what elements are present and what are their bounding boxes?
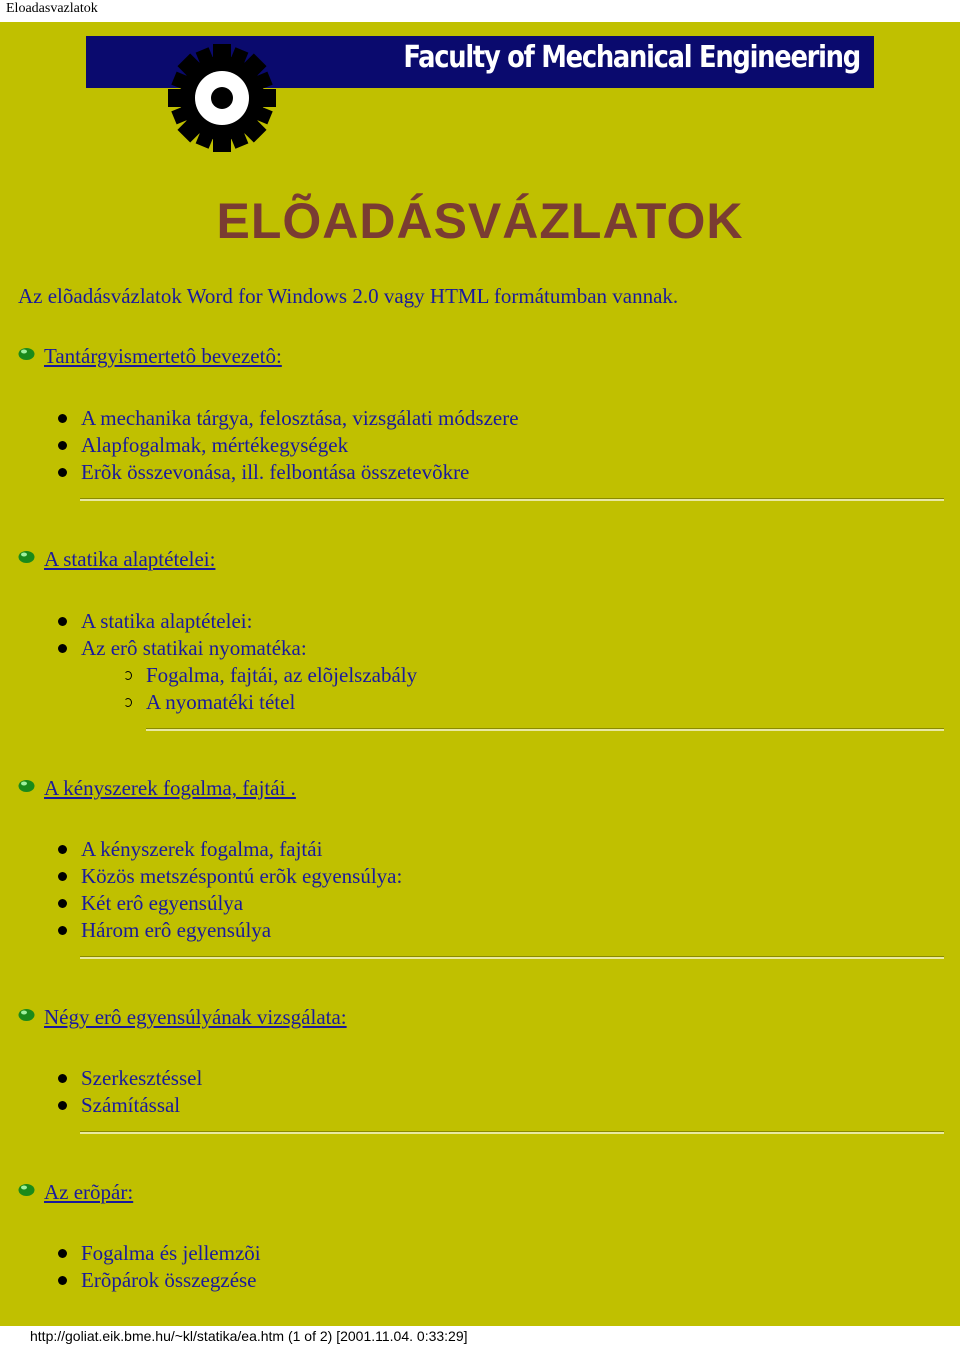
bullet-icon xyxy=(58,617,67,626)
list-item: Szerkesztéssel xyxy=(58,1066,202,1091)
window-title: Eloadasvazlatok xyxy=(6,1,98,16)
bullet-icon xyxy=(58,872,67,881)
print-footer xyxy=(0,1326,960,1345)
divider xyxy=(80,1131,944,1134)
list-item: A kényszerek fogalma, fajtái xyxy=(58,837,322,862)
gear-logo-icon xyxy=(166,42,278,154)
list-item: Két erô egyensúlya xyxy=(58,891,243,916)
page-title: ELÕADÁSVÁZLATOK xyxy=(216,193,744,249)
section-link-eropar[interactable]: Az erõpár: xyxy=(44,1180,134,1204)
bullet-icon xyxy=(58,926,67,935)
intro-text: Az elõadásvázlatok Word for Windows 2.0 vagy HTML formátumban vannak. xyxy=(18,284,679,308)
page-body xyxy=(0,22,960,1326)
circle-bullet-icon xyxy=(124,671,132,680)
list-item: Közös metszéspontú erõk egyensúlya: xyxy=(58,864,402,889)
list-item: Számítással xyxy=(58,1093,180,1118)
list-item: A statika alaptételei: xyxy=(58,609,252,634)
list-item: Három erô egyensúlya xyxy=(58,918,271,943)
bullet-icon xyxy=(58,1074,67,1083)
window-title-bar xyxy=(0,0,960,23)
sub-list-item: A nyomatéki tétel xyxy=(124,690,295,715)
section-heading xyxy=(18,547,215,572)
list-item: Erõpárok összegzése xyxy=(58,1268,257,1293)
bullet-icon xyxy=(58,1249,67,1258)
list-item: Alapfogalmak, mértékegységek xyxy=(58,433,348,458)
circle-bullet-icon xyxy=(124,698,132,707)
green-ball-bullet-icon xyxy=(18,1008,35,1022)
section-heading xyxy=(18,776,296,801)
section-heading xyxy=(18,344,282,369)
banner-text: Faculty of Mechanical Engineering xyxy=(403,40,860,75)
bullet-icon xyxy=(58,845,67,854)
divider xyxy=(80,956,944,959)
section-heading xyxy=(18,1180,133,1205)
bullet-icon xyxy=(58,1101,67,1110)
section-link-bevezeto[interactable]: Tantárgyismertetô bevezetô: xyxy=(44,344,282,368)
section-heading xyxy=(18,1005,347,1030)
section-link-statika-alaptetelei[interactable]: A statika alaptételei: xyxy=(44,547,216,571)
list-item: A mechanika tárgya, felosztása, vizsgálati módszere xyxy=(58,406,519,431)
bullet-icon xyxy=(58,644,67,653)
sub-list-item: Fogalma, fajtái, az elõjelszabály xyxy=(124,663,417,688)
bullet-icon xyxy=(58,441,67,450)
section-link-kenyszerek[interactable]: A kényszerek fogalma, fajtái . xyxy=(44,776,296,800)
green-ball-bullet-icon xyxy=(18,1183,35,1197)
green-ball-bullet-icon xyxy=(18,347,35,361)
bullet-icon xyxy=(58,1276,67,1285)
section-link-negy-ero[interactable]: Négy erô egyensúlyának vizsgálata: xyxy=(44,1005,347,1029)
bullet-icon xyxy=(58,414,67,423)
bullet-icon xyxy=(58,899,67,908)
bullet-icon xyxy=(58,468,67,477)
footer-url: http://goliat.eik.bme.hu/~kl/statika/ea.htm (1 of 2) [2001.11.04. 0:33:29] xyxy=(30,1328,468,1344)
list-item: Fogalma és jellemzõi xyxy=(58,1241,261,1266)
list-item: Erõk összevonása, ill. felbontása összetevõkre xyxy=(58,460,469,485)
list-item: Az erô statikai nyomatéka: xyxy=(58,636,307,661)
green-ball-bullet-icon xyxy=(18,550,35,564)
green-ball-bullet-icon xyxy=(18,779,35,793)
divider xyxy=(80,498,944,501)
divider xyxy=(146,728,944,731)
